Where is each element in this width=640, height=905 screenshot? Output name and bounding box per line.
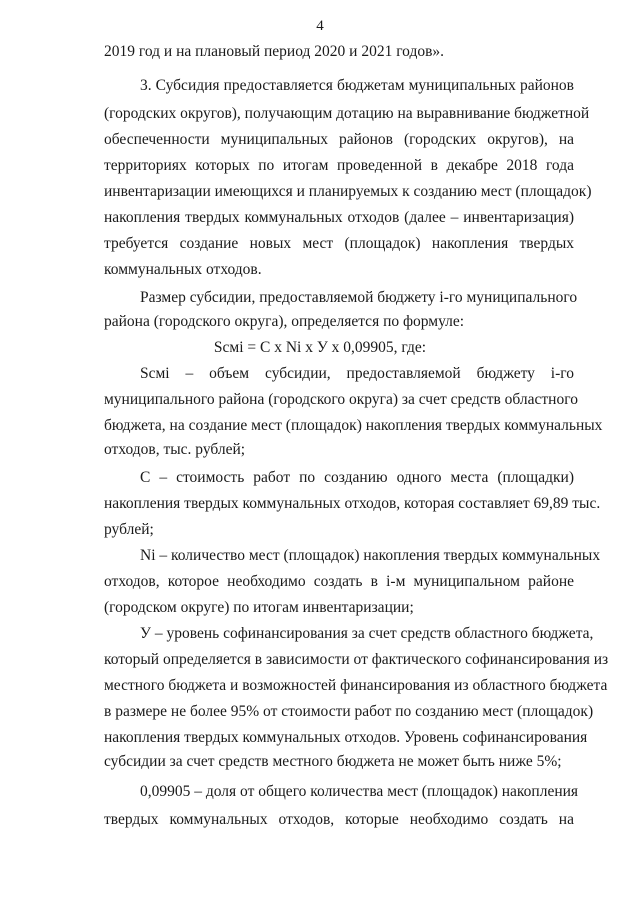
text-line: местного бюджета и возможностей финансирования из областного бюджета [104, 677, 608, 694]
text-line: рублей; [104, 521, 154, 538]
text-line: территориях которых по итогам проведенной в декабре 2018 года [104, 157, 574, 174]
text-line: отходов, тыс. рублей; [104, 441, 246, 458]
text-line: твердых коммунальных отходов, которые необходимо создать на [104, 811, 574, 828]
text-line: (городском округе) по итогам инвентаризации; [104, 599, 414, 616]
text-line: 3. Субсидия предоставляется бюджетам муниципальных районов [140, 77, 574, 94]
text-line: C – стоимость работ по созданию одного места (площадки) [140, 469, 574, 486]
text-line: района (городского округа), определяется по формуле: [104, 313, 465, 330]
text-line: (городских округов), получающим дотацию на выравнивание бюджетной [104, 105, 590, 122]
text-line: накопления твердых коммунальных отходов. Уровень софинансирования [104, 729, 588, 746]
text-line: в размере не более 95% от стоимости работ по созданию мест (площадок) [104, 703, 594, 720]
formula: Scмi = C x Ni x У x 0,09905, где: [213, 339, 427, 356]
text-line: накопления твердых коммунальных отходов, которая составляет 69,89 тыс. [104, 495, 601, 512]
text-line: Scмi – объем субсидии, предоставляемой бюджету i-го [140, 365, 574, 382]
text-line: отходов, которое необходимо создать в i-м муниципальном районе [104, 573, 574, 590]
text-line: Ni – количество мест (площадок) накопления твердых коммунальных [140, 547, 601, 564]
text-line: коммунальных отходов. [104, 261, 262, 278]
text-line: 0,09905 – доля от общего количества мест (площадок) накопления [140, 783, 579, 800]
text-line: накопления твердых коммунальных отходов (далее – инвентаризация) [104, 209, 574, 226]
text-line: который определяется в зависимости от фактического софинансирования из [104, 651, 609, 668]
page-number: 4 [316, 18, 324, 34]
text-line: У – уровень софинансирования за счет средств областного бюджета, [140, 625, 594, 642]
text-line: обеспеченности муниципальных районов (городских округов), на [104, 131, 574, 148]
text-line: 2019 год и на плановый период 2020 и 2021 годов». [104, 43, 445, 60]
text-line: требуется создание новых мест (площадок) накопления твердых [104, 235, 574, 252]
text-line: муниципального района (городского округа) за счет средств областного [104, 391, 578, 408]
text-line: Размер субсидии, предоставляемой бюджету i-го муниципального [140, 289, 578, 306]
text-line: субсидии за счет средств местного бюджета не может быть ниже 5%; [104, 753, 562, 770]
text-line: инвентаризации имеющихся и планируемых к созданию мест (площадок) [104, 183, 592, 200]
text-line: бюджета, на создание мест (площадок) накопления твердых коммунальных [104, 417, 603, 434]
